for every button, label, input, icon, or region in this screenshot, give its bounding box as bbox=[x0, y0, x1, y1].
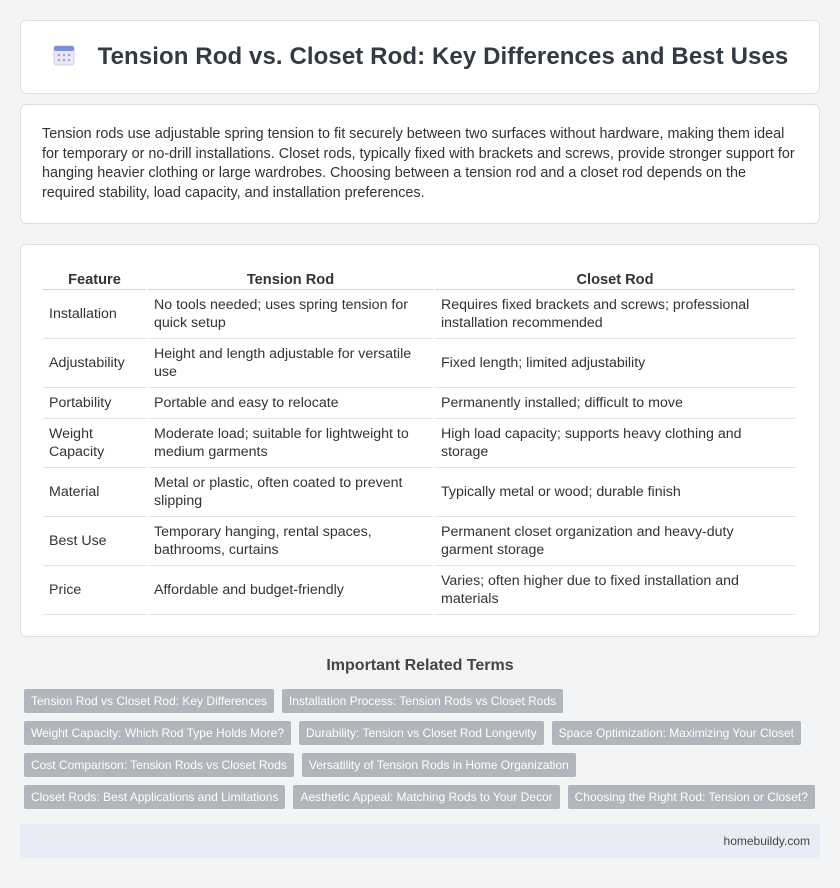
header-tension-rod: Tension Rod bbox=[148, 265, 433, 290]
closet-rod-cell: Permanently installed; difficult to move bbox=[435, 388, 795, 419]
tension-rod-cell: Moderate load; suitable for lightweight to medium garments bbox=[148, 419, 433, 468]
tension-rod-cell: Temporary hanging, rental spaces, bathrooms, curtains bbox=[148, 517, 433, 566]
feature-cell: Adjustability bbox=[43, 339, 146, 388]
table-row bbox=[43, 566, 795, 615]
tag-row bbox=[24, 753, 820, 777]
table-row bbox=[43, 419, 795, 468]
closet-rod-cell: Typically metal or wood; durable finish bbox=[435, 468, 795, 517]
intro-paragraph: Tension rods use adjustable spring tension to fit securely between two surfaces without hardware, making them ideal for temporary or no-drill installations. Closet rods, typically fixed with brackets and screws, provide stronger support for hanging heavier clothing or large wardrobes. Choosing between a tension rod and a closet rod depends on the required stability, load capacity, and installation preferences. bbox=[42, 126, 795, 201]
table-row bbox=[43, 388, 795, 419]
intro-card bbox=[20, 104, 820, 224]
related-terms-title: Important Related Terms bbox=[326, 657, 514, 674]
related-term-tag[interactable]: Versatility of Tension Rods in Home Organization bbox=[302, 753, 576, 777]
comparison-card bbox=[20, 244, 820, 637]
tension-rod-cell: Height and length adjustable for versatile use bbox=[148, 339, 433, 388]
tension-rod-cell: Affordable and budget-friendly bbox=[148, 566, 433, 615]
table-row bbox=[43, 468, 795, 517]
related-terms-list bbox=[24, 689, 820, 817]
feature-cell: Installation bbox=[43, 290, 146, 339]
closet-rod-cell: Fixed length; limited adjustability bbox=[435, 339, 795, 388]
feature-cell: Weight Capacity bbox=[43, 419, 146, 468]
header-closet-rod: Closet Rod bbox=[435, 265, 795, 290]
related-term-tag[interactable]: Choosing the Right Rod: Tension or Closet? bbox=[568, 785, 815, 809]
comparison-table bbox=[41, 265, 797, 615]
footer bbox=[20, 824, 820, 858]
calendar-icon bbox=[52, 43, 76, 67]
related-term-tag[interactable]: Weight Capacity: Which Rod Type Holds More? bbox=[24, 721, 291, 745]
tag-row bbox=[24, 689, 820, 713]
table-header-row bbox=[43, 265, 795, 290]
tag-row bbox=[24, 721, 820, 745]
table-row bbox=[43, 290, 795, 339]
tension-rod-cell: No tools needed; uses spring tension for quick setup bbox=[148, 290, 433, 339]
related-term-tag[interactable]: Aesthetic Appeal: Matching Rods to Your Decor bbox=[293, 785, 559, 809]
tension-rod-cell: Portable and easy to relocate bbox=[148, 388, 433, 419]
header-feature: Feature bbox=[43, 265, 146, 290]
closet-rod-cell: Varies; often higher due to fixed installation and materials bbox=[435, 566, 795, 615]
related-term-tag[interactable]: Space Optimization: Maximizing Your Closet bbox=[552, 721, 801, 745]
closet-rod-cell: Permanent closet organization and heavy-duty garment storage bbox=[435, 517, 795, 566]
feature-cell: Material bbox=[43, 468, 146, 517]
closet-rod-cell: Requires fixed brackets and screws; professional installation recommended bbox=[435, 290, 795, 339]
tension-rod-cell: Metal or plastic, often coated to prevent slipping bbox=[148, 468, 433, 517]
related-term-tag[interactable]: Tension Rod vs Closet Rod: Key Differences bbox=[24, 689, 274, 713]
footer-site-link[interactable]: homebuildy.com bbox=[723, 834, 810, 848]
table-row bbox=[43, 339, 795, 388]
page-title: Tension Rod vs. Closet Rod: Key Differences and Best Uses bbox=[97, 43, 789, 70]
feature-cell: Best Use bbox=[43, 517, 146, 566]
table-row bbox=[43, 517, 795, 566]
related-term-tag[interactable]: Closet Rods: Best Applications and Limitations bbox=[24, 785, 285, 809]
feature-cell: Price bbox=[43, 566, 146, 615]
related-term-tag[interactable]: Cost Comparison: Tension Rods vs Closet Rods bbox=[24, 753, 294, 777]
related-term-tag[interactable]: Durability: Tension vs Closet Rod Longevity bbox=[299, 721, 544, 745]
feature-cell: Portability bbox=[43, 388, 146, 419]
related-term-tag[interactable]: Installation Process: Tension Rods vs Closet Rods bbox=[282, 689, 563, 713]
title-card bbox=[20, 20, 820, 94]
tag-row bbox=[24, 785, 820, 809]
closet-rod-cell: High load capacity; supports heavy clothing and storage bbox=[435, 419, 795, 468]
